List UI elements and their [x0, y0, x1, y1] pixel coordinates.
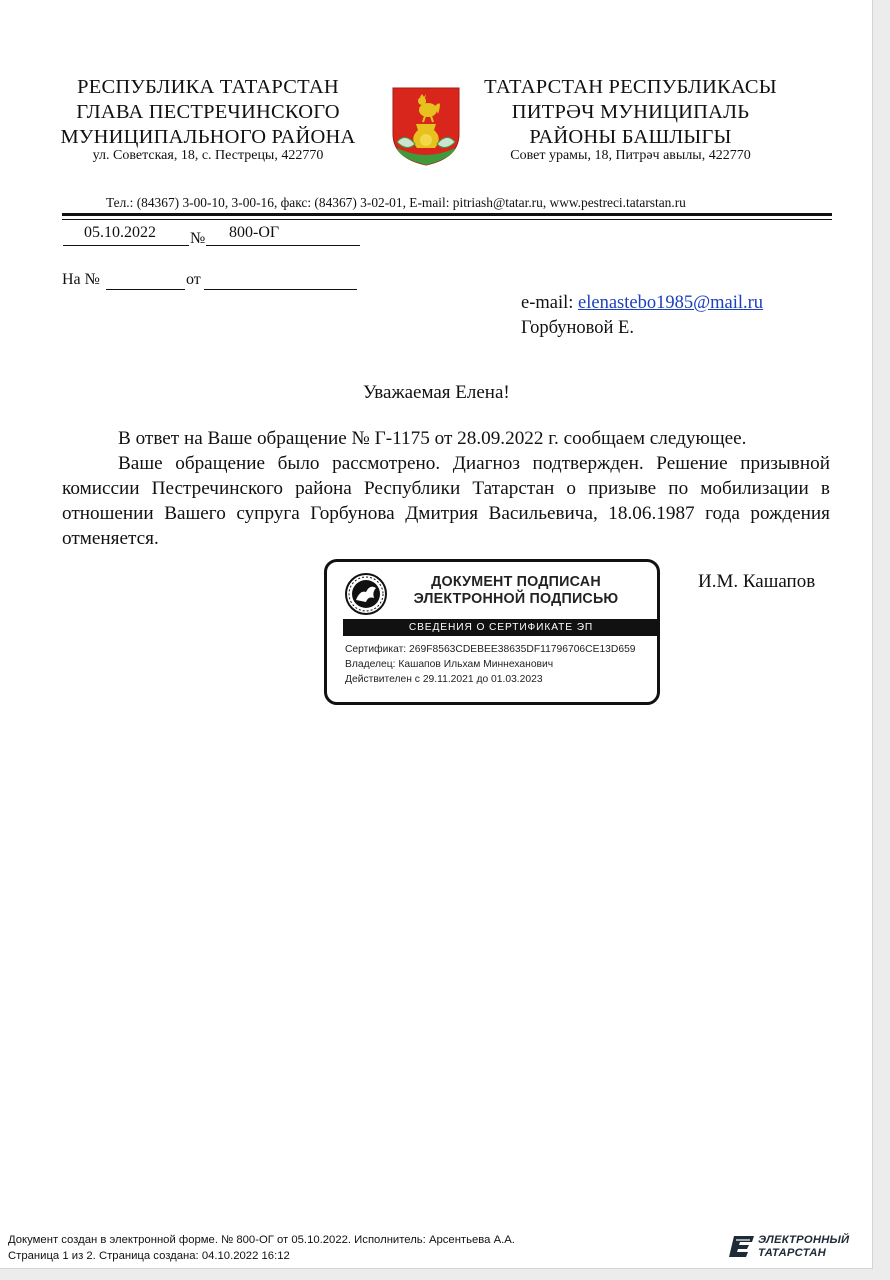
addressee-email-line: [521, 291, 763, 316]
stamp-title: ДОКУМЕНТ ПОДПИСАН ЭЛЕКТРОННОЙ ПОДПИСЬЮ: [413, 574, 619, 607]
incoming-from-label: от: [186, 271, 201, 288]
header-right-line-1: ТАТАРСТАН РЕСПУБЛИКАСЫ: [484, 76, 777, 98]
header-rule-thin: [62, 219, 832, 220]
stamp-certificate-header: СВЕДЕНИЯ О СЕРТИФИКАТЕ ЭП: [343, 619, 659, 636]
outgoing-number-label: №: [190, 230, 206, 247]
incoming-date-underline: [204, 289, 357, 290]
header-right-line-3: РАЙОНЫ БАШЛЫГЫ: [529, 126, 732, 148]
logo-text-line-1: ЭЛЕКТРОННЫЙ: [758, 1234, 850, 1246]
header-left-address: ул. Советская, 18, с. Пестрецы, 422770: [92, 148, 324, 163]
footer-line-1: Документ создан в электронной форме. № 800-ОГ от 05.10.2022. Исполнитель: Арсентьева А.А.: [8, 1234, 515, 1246]
addressee-email-link[interactable]: elenastebo1985@mail.ru: [578, 293, 764, 313]
header-right-line-2: ПИТРӘЧ МУНИЦИПАЛЬ: [511, 101, 750, 123]
header-left-line-1: РЕСПУБЛИКА ТАТАРСТАН: [77, 76, 339, 98]
letter-paragraph-1: В ответ на Ваше обращение № Г-1175 от 28.09.2022 г. сообщаем следующее.: [118, 428, 747, 449]
email-label: e-mail:: [521, 293, 574, 313]
stamp-certificate-id: Сертификат: 269F8563CDEBEE38635DF11796706CE13D659: [345, 644, 636, 655]
logo-text-line-2: ТАТАРСТАН: [758, 1247, 826, 1259]
tatarstan-emblem-icon: [344, 572, 388, 616]
header-left-line-2: ГЛАВА ПЕСТРЕЧИНСКОГО: [76, 101, 340, 123]
electronic-signature-stamp: [324, 559, 660, 705]
outgoing-date-underline: [63, 245, 189, 246]
outgoing-number: 800-ОГ: [229, 224, 280, 241]
footer-line-2: Страница 1 из 2. Страница создана: 04.10.2022 16:12: [8, 1250, 290, 1262]
header-rule-thick: [62, 213, 832, 216]
header-right-address: Совет урамы, 18, Питрәч авылы, 422770: [510, 148, 751, 163]
signer-name: И.М. Кашапов: [698, 571, 816, 592]
letter-greeting: Уважаемая Елена!: [363, 382, 510, 403]
coat-of-arms-icon: [391, 86, 461, 166]
stamp-certificate-owner: Владелец: Кашапов Ильхам Миннеханович: [345, 659, 554, 670]
incoming-number-label: На №: [62, 271, 100, 288]
header-left-line-3: МУНИЦИПАЛЬНОГО РАЙОНА: [60, 126, 356, 148]
outgoing-number-underline: [206, 245, 360, 246]
letter-paragraph-2: Ваше обращение было рассмотрено. Диагноз подтвержден. Решение призывной комиссии Пестречинского района Республики Татарстан о призыве по мобилизации в отношении Вашего супруга Горбунова Дмитрия Васильевича, 18.06.1987 года рождения отменяется.: [62, 453, 830, 549]
outgoing-date: 05.10.2022: [84, 224, 156, 241]
stamp-certificate-validity: Действителен с 29.11.2021 до 01.03.2023: [345, 674, 543, 685]
header-contacts: Тел.: (84367) 3-00-10, 3-00-16, факс: (84367) 3-02-01, E-mail: pitriash@tatar.ru, www.pestreci.tatarstan.ru: [106, 195, 686, 210]
incoming-number-underline: [106, 289, 185, 290]
electronic-tatarstan-logo-icon: [728, 1234, 756, 1258]
addressee-name: Горбуновой Е.: [521, 318, 634, 338]
